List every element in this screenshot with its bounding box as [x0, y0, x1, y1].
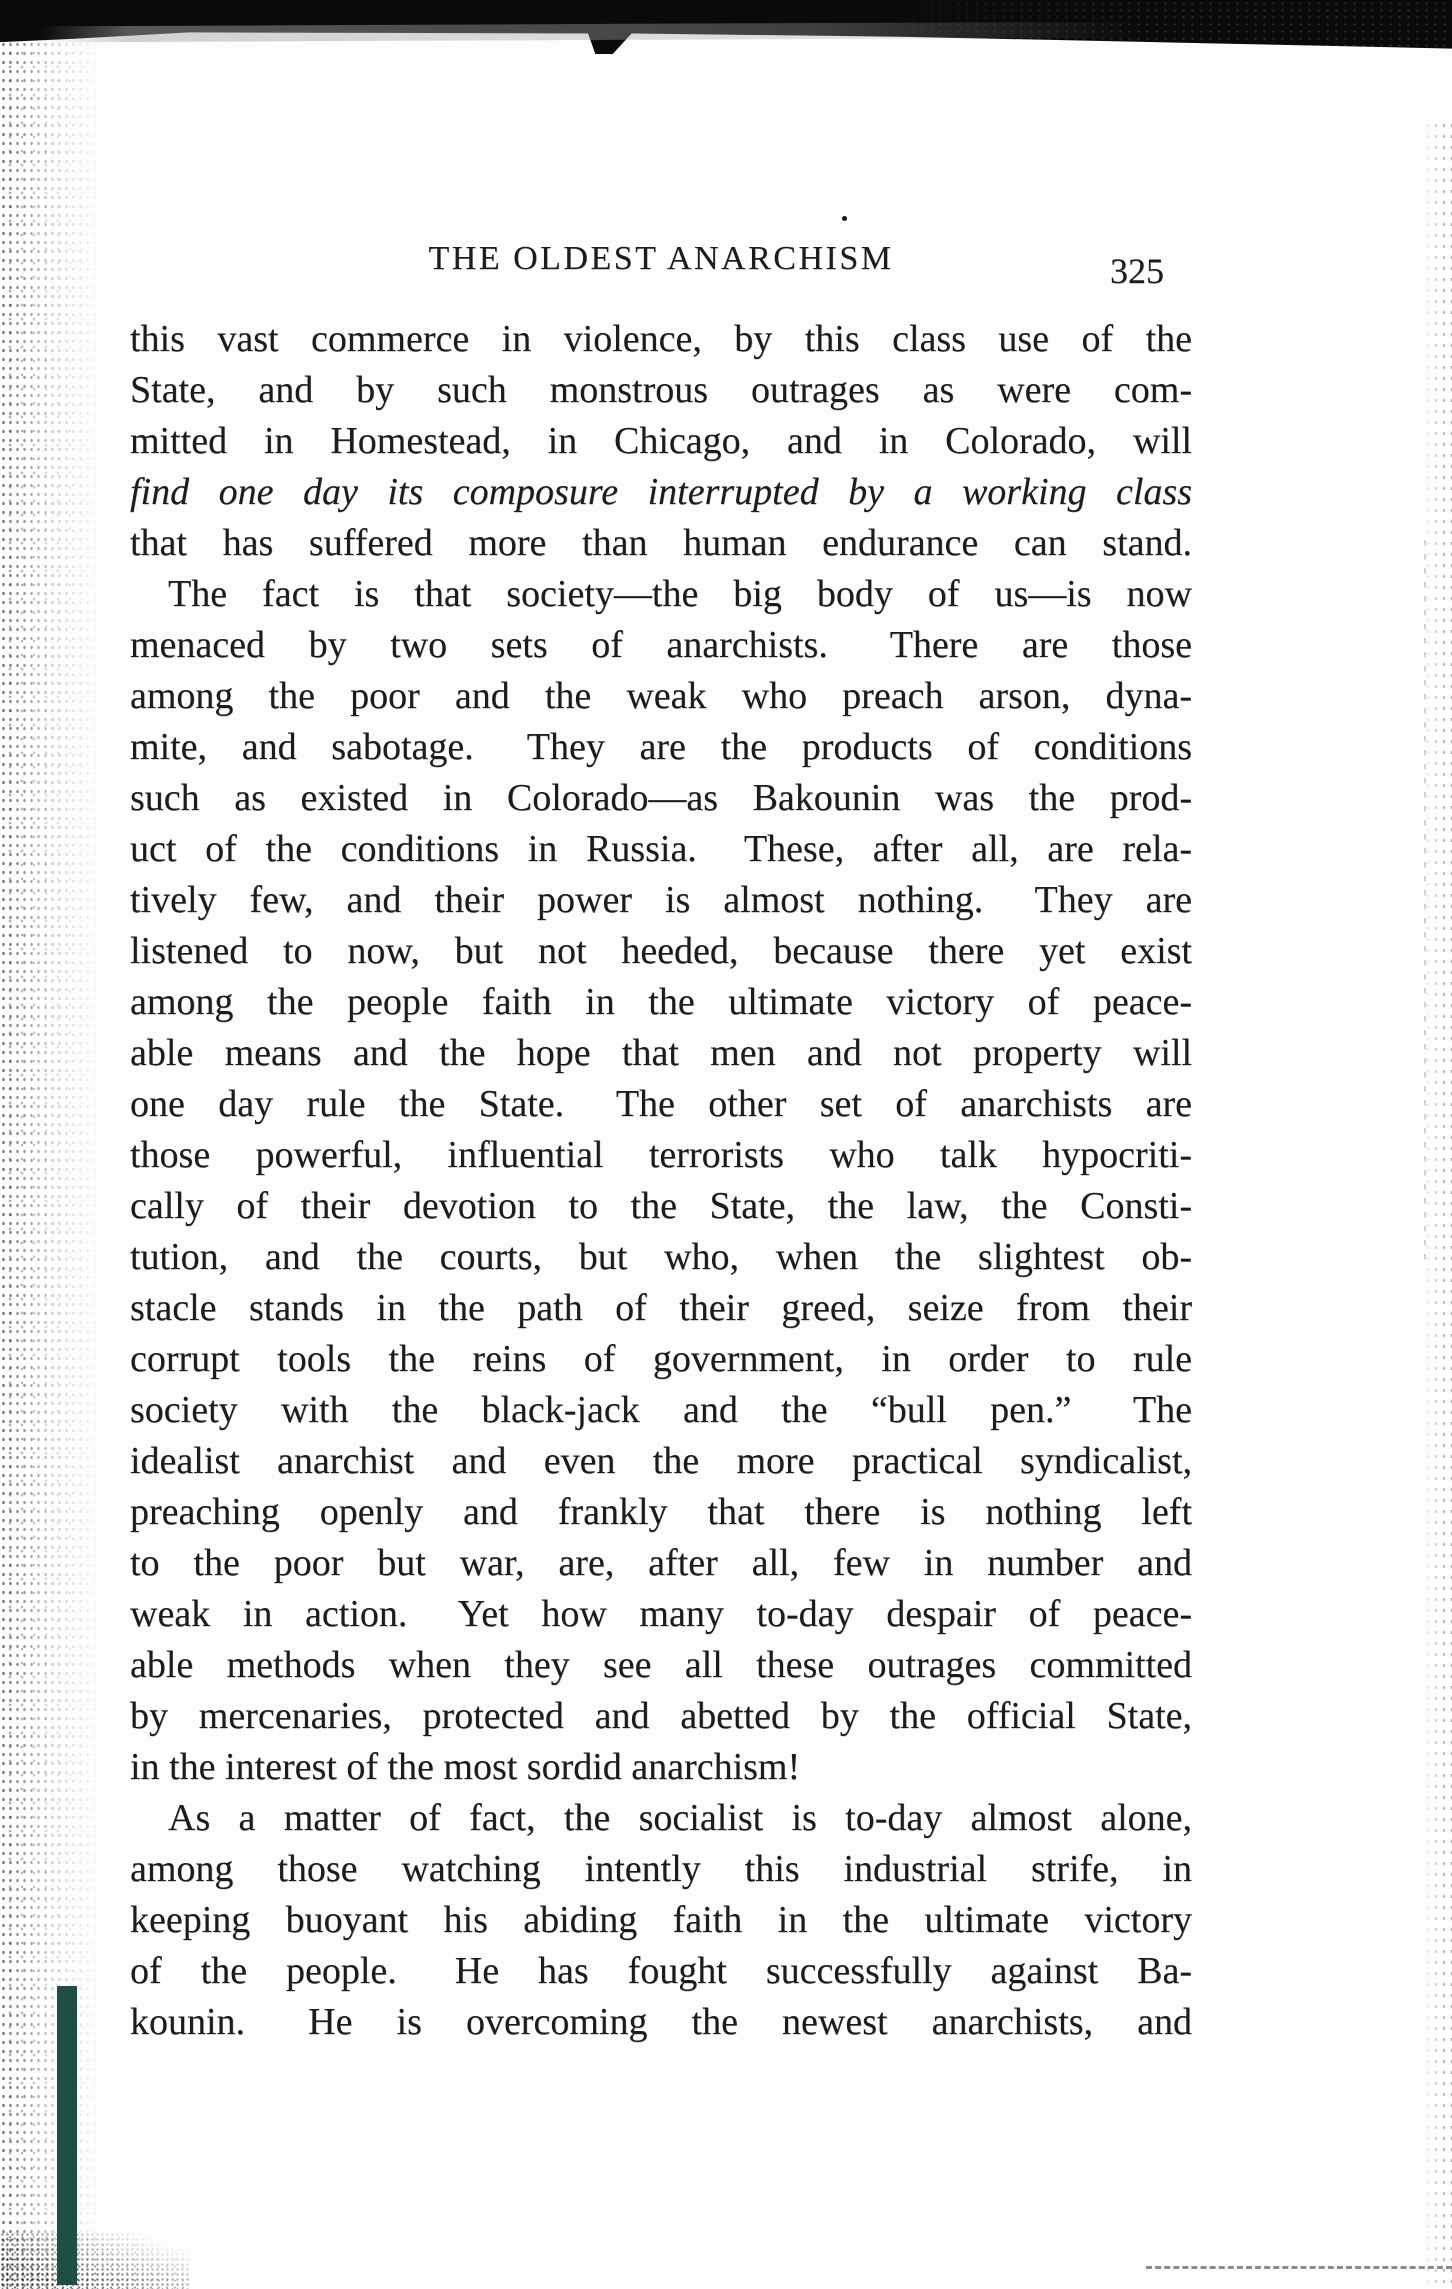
text-line: The fact is that society—the big body of us—is now	[168, 573, 1192, 615]
scan-ink-speck	[842, 216, 847, 221]
text-line: mite, and sabotage. They are the products of conditions	[130, 726, 1192, 768]
body-text	[130, 314, 1192, 2048]
text-line: such as existed in Colorado—as Bakounin was the prod-	[130, 777, 1192, 819]
text-line: by mercenaries, protected and abetted by the official State,	[130, 1695, 1192, 1737]
scan-edge-fade	[40, 22, 1140, 43]
text-line: of the people. He has fought successfully against Ba-	[130, 1950, 1192, 1992]
scan-artifact-dashed-line	[1146, 2266, 1452, 2269]
text-line: this vast commerce in violence, by this class use of the	[130, 318, 1192, 360]
text-line: those powerful, influential terrorists who talk hypocriti-	[130, 1134, 1192, 1176]
text-line: keeping buoyant his abiding faith in the ultimate victory	[130, 1899, 1192, 1941]
text-line: As a matter of fact, the socialist is to-day almost alone,	[168, 1797, 1192, 1839]
text-line: corrupt tools the reins of government, in order to rule	[130, 1338, 1192, 1380]
text-line: idealist anarchist and even the more practical syndicalist,	[130, 1440, 1192, 1482]
scan-crease-right-edge	[1424, 540, 1426, 1260]
text-line: one day rule the State. The other set of anarchists are	[130, 1083, 1192, 1125]
scan-artifact-teal-bar	[57, 1986, 77, 2285]
text-line: among the poor and the weak who preach arson, dyna-	[130, 675, 1192, 717]
text-line: weak in action. Yet how many to-day despair of peace-	[130, 1593, 1192, 1635]
text-line: able methods when they see all these outrages committed	[130, 1644, 1192, 1686]
scan-noise-left-margin	[0, 40, 118, 2289]
page-number: 325	[1110, 251, 1164, 291]
text-line: uct of the conditions in Russia. These, after all, are rela-	[130, 828, 1192, 870]
text-line: that has suffered more than human endurance can stand.	[130, 522, 1192, 564]
text-line: State, and by such monstrous outrages as were com-	[130, 369, 1192, 411]
text-line: in the interest of the most sordid anarchism!	[130, 1746, 801, 1788]
page-header	[130, 240, 1192, 292]
text-line: among the people faith in the ultimate victory of peace-	[130, 981, 1192, 1023]
scan-noise-bottom-left-corner	[0, 2232, 190, 2289]
running-title: THE OLDEST ANARCHISM	[428, 240, 894, 277]
text-line: find one day its composure interrupted by a working class	[130, 471, 1192, 513]
text-line: able means and the hope that men and not property will	[130, 1032, 1192, 1074]
text-line: stacle stands in the path of their greed, seize from their	[130, 1287, 1192, 1329]
text-line: listened to now, but not heeded, because there yet exist	[130, 930, 1192, 972]
text-line: among those watching intently this industrial strife, in	[130, 1848, 1192, 1890]
text-line: society with the black-jack and the “bull pen.” The	[130, 1389, 1192, 1431]
text-line: tution, and the courts, but who, when the slightest ob-	[130, 1236, 1192, 1278]
text-line: mitted in Homestead, in Chicago, and in Colorado, will	[130, 420, 1192, 462]
scan-noise-right-margin	[1416, 120, 1452, 2289]
text-line: preaching openly and frankly that there is nothing left	[130, 1491, 1192, 1533]
text-line: tively few, and their power is almost nothing. They are	[130, 879, 1192, 921]
text-line: cally of their devotion to the State, the law, the Consti-	[130, 1185, 1192, 1227]
text-line: kounin. He is overcoming the newest anarchists, and	[130, 2001, 1192, 2043]
text-line: to the poor but war, are, after all, few in number and	[130, 1542, 1192, 1584]
text-line: menaced by two sets of anarchists. There are those	[130, 624, 1192, 666]
